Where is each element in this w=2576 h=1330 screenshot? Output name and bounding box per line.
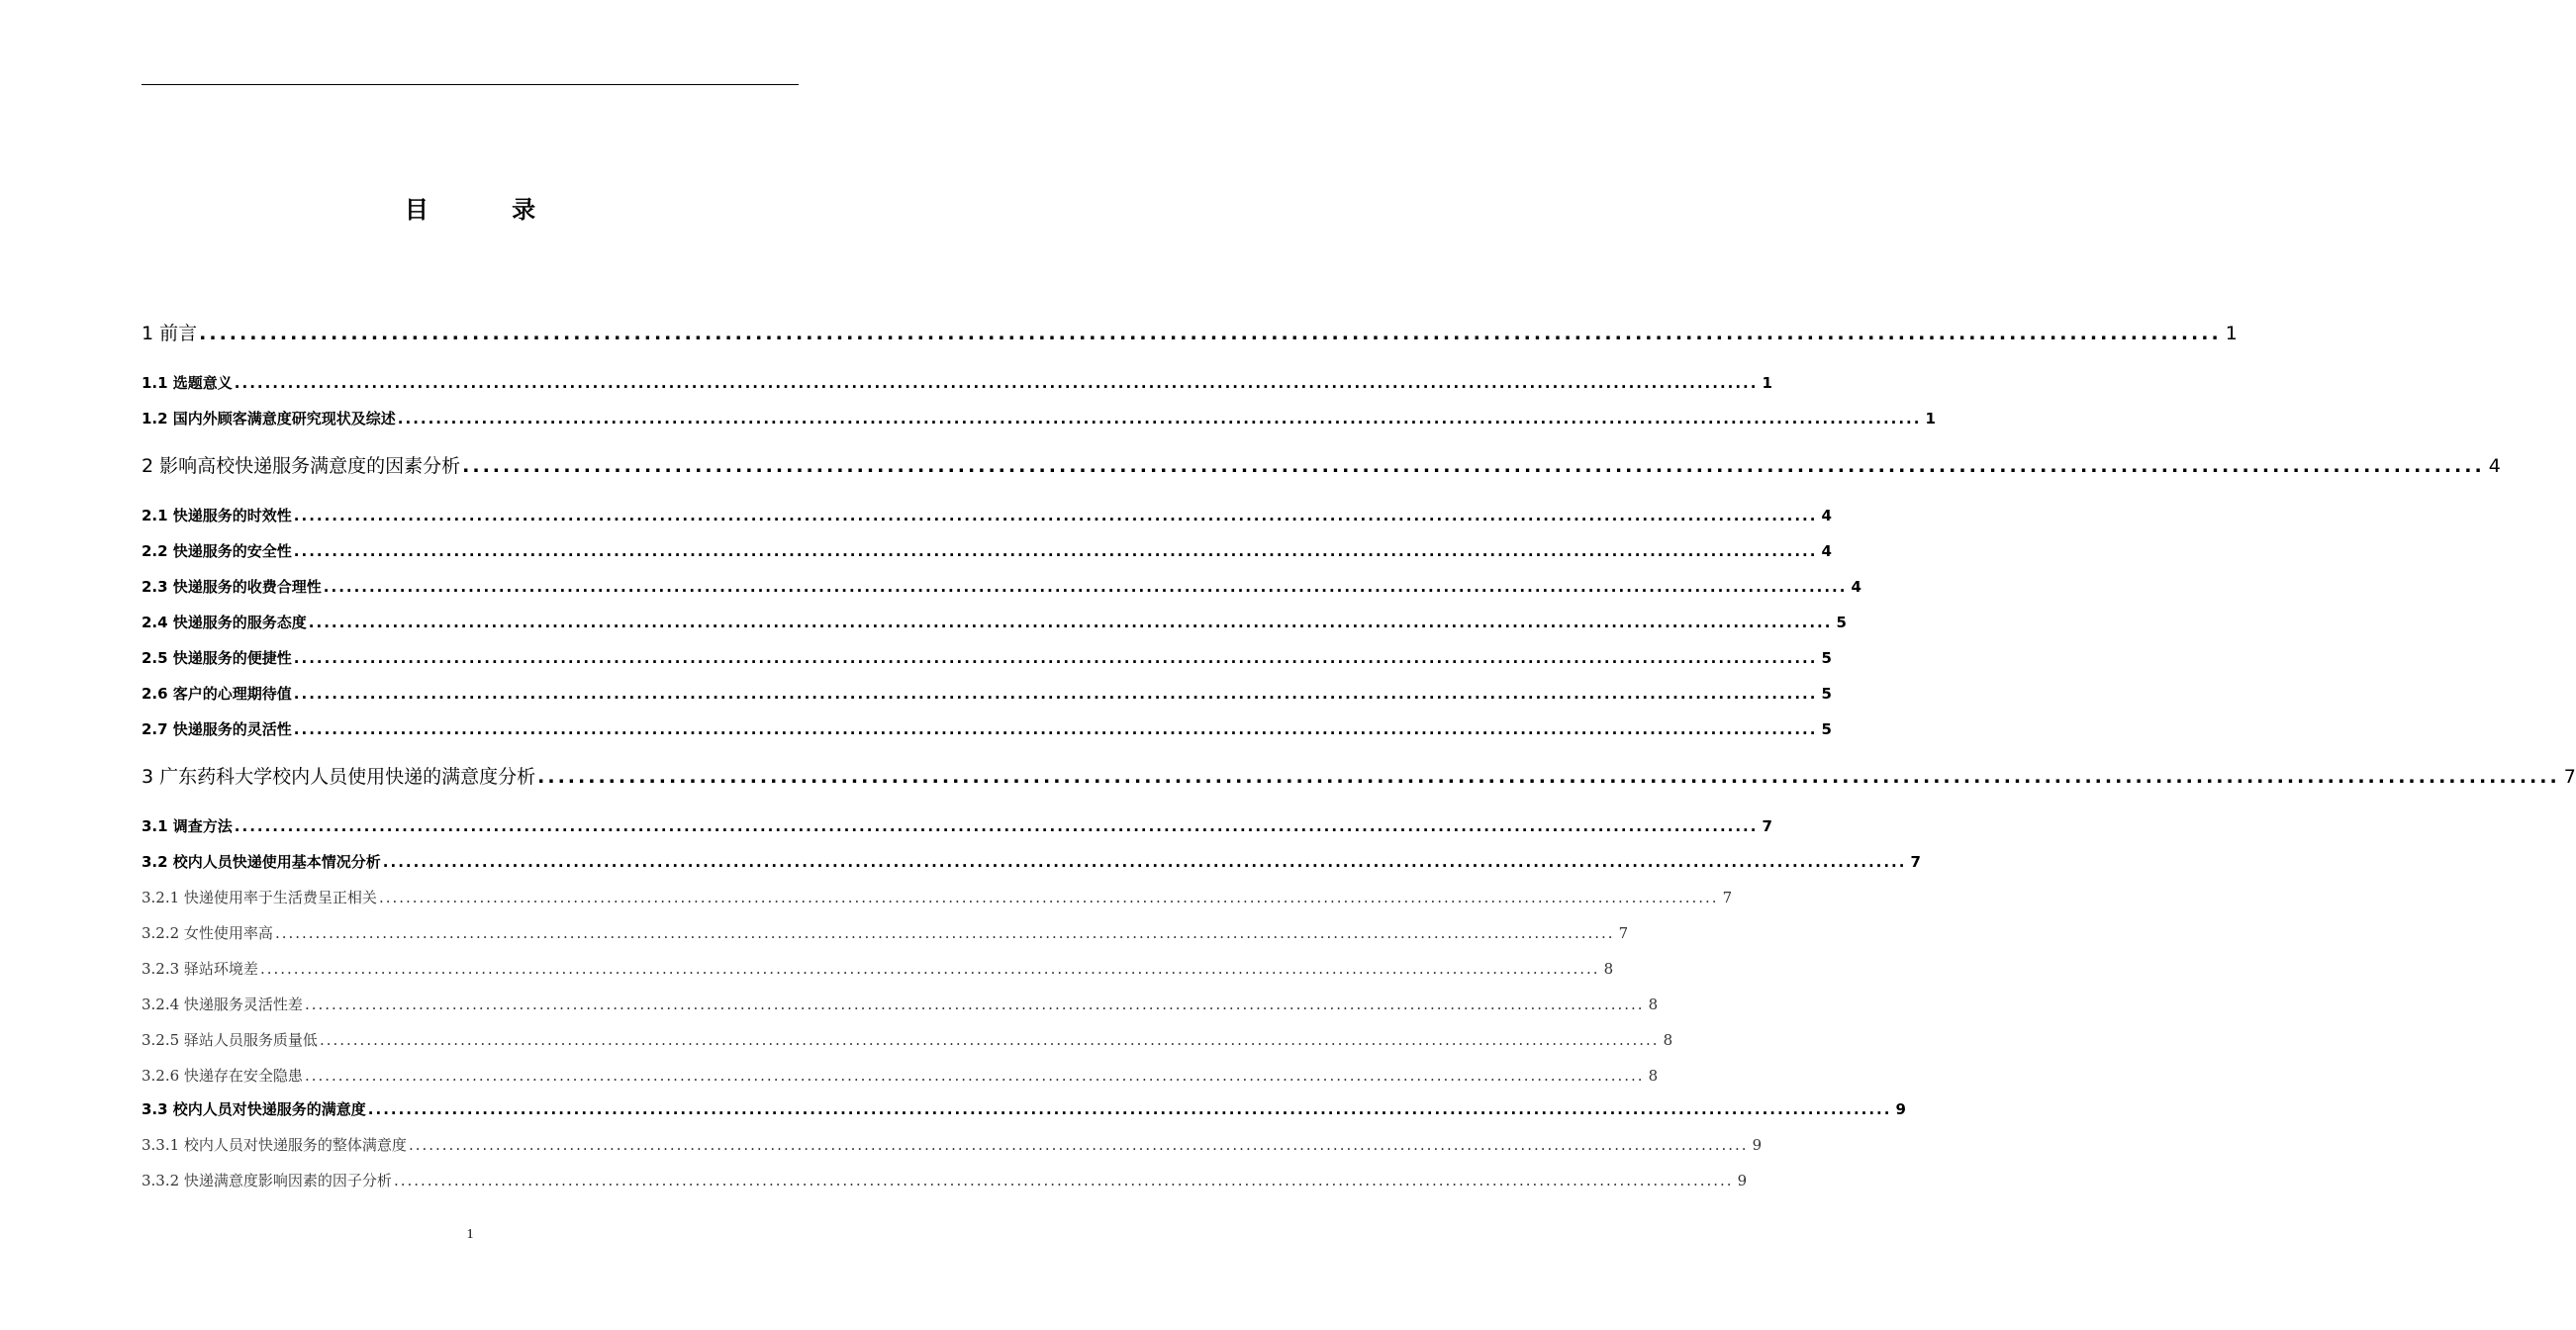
- toc-entry-page: 4: [1821, 542, 1832, 560]
- toc-entry-3-2-4[interactable]: [142, 994, 1659, 1015]
- toc-entry-1-2[interactable]: [142, 408, 1936, 429]
- dot-leader: ........................................................................................................................................................................................................: [293, 685, 1818, 703]
- toc-entry-page: 5: [1821, 720, 1832, 738]
- dot-leader: ........................................................................................................................................................................................................: [319, 1031, 1660, 1049]
- toc-entry-page: 8: [1603, 960, 1614, 978]
- toc-entry-label: 3.2.4 快递服务灵活性差: [142, 996, 303, 1013]
- toc-entry-3[interactable]: [142, 764, 2576, 790]
- toc-entry-page: 5: [1836, 614, 1847, 631]
- toc-entry-2-7[interactable]: [142, 718, 1832, 740]
- toc-entry-page: 8: [1663, 1031, 1673, 1049]
- toc-entry-3-1[interactable]: [142, 815, 1772, 837]
- dot-leader: ........................................................................................................................................................................................................: [234, 374, 1759, 392]
- dot-leader: ........................................................................................................................................................................................................: [397, 410, 1922, 428]
- toc-entry-3-2[interactable]: [142, 851, 1921, 873]
- toc-entry-2-6[interactable]: [142, 683, 1832, 705]
- toc-entry-page: 8: [1648, 996, 1659, 1013]
- toc-entry-label: 3.2.3 驿站环境差: [142, 960, 258, 978]
- toc-entry-1[interactable]: [142, 321, 2238, 346]
- toc-entry-label: 3.2 校内人员快递使用基本情况分析: [142, 853, 381, 871]
- dot-leader: ........................................................................................................................................................................................................: [462, 455, 2485, 477]
- dot-leader: ........................................................................................................................................................................................................: [293, 507, 1818, 524]
- toc-entry-3-3-2[interactable]: [142, 1170, 1748, 1191]
- toc-entry-2-1[interactable]: [142, 505, 1832, 526]
- dot-leader: ........................................................................................................................................................................................................: [408, 1136, 1749, 1154]
- toc-entry-2-4[interactable]: [142, 612, 1847, 633]
- dot-leader: ........................................................................................................................................................................................................: [293, 720, 1818, 738]
- toc-entry-page: 1: [2225, 323, 2238, 344]
- dot-leader: ........................................................................................................................................................................................................: [293, 542, 1818, 560]
- toc-entry-page: 5: [1821, 649, 1832, 667]
- dot-leader: ........................................................................................................................................................................................................: [308, 614, 1833, 631]
- toc-entry-2-2[interactable]: [142, 540, 1832, 562]
- toc-entry-3-2-5[interactable]: [142, 1029, 1673, 1051]
- toc-entry-label: 2.5 快递服务的便捷性: [142, 649, 292, 667]
- toc-entry-label: 3.2.5 驿站人员服务质量低: [142, 1031, 318, 1049]
- toc-entry-page: 7: [1722, 889, 1733, 906]
- toc-entry-page: 4: [2488, 455, 2501, 477]
- toc-entry-3-2-2[interactable]: [142, 922, 1629, 944]
- toc-entry-page: 8: [1648, 1067, 1659, 1085]
- toc-entry-label: 2 影响高校快递服务满意度的因素分析: [142, 455, 461, 477]
- toc-entry-label: 2.7 快递服务的灵活性: [142, 720, 292, 738]
- toc-entry-label: 1.1 选题意义: [142, 374, 233, 392]
- toc-entry-page: 4: [1821, 507, 1832, 524]
- toc-entry-page: 1: [1762, 374, 1772, 392]
- toc-entry-label: 1.2 国内外顾客满意度研究现状及综述: [142, 410, 396, 428]
- toc-entry-page: 7: [2563, 766, 2576, 788]
- toc-entry-page: 7: [1618, 924, 1629, 942]
- page-title: 目 录: [404, 196, 574, 224]
- dot-leader: ........................................................................................................................................................................................................: [274, 924, 1615, 942]
- toc-entry-label: 3.3 校内人员对快递服务的满意度: [142, 1100, 366, 1118]
- toc-entry-page: 9: [1895, 1100, 1906, 1118]
- dot-leader: ........................................................................................................................................................................................................: [199, 323, 2222, 344]
- dot-leader: ........................................................................................................................................................................................................: [323, 578, 1848, 596]
- toc-entry-page: 7: [1762, 817, 1772, 835]
- toc-entry-1-1[interactable]: [142, 372, 1772, 394]
- toc-entry-3-3-1[interactable]: [142, 1134, 1763, 1156]
- toc-entry-page: 1: [1925, 410, 1936, 428]
- toc-entry-page: 9: [1737, 1172, 1748, 1189]
- dot-leader: ........................................................................................................................................................................................................: [537, 766, 2560, 788]
- dot-leader: ........................................................................................................................................................................................................: [304, 1067, 1645, 1085]
- toc-entry-page: 4: [1851, 578, 1861, 596]
- footer-page-number: 1: [466, 1227, 474, 1242]
- toc-entry-page: 7: [1910, 853, 1921, 871]
- toc-entry-3-2-1[interactable]: [142, 887, 1733, 908]
- toc-entry-label: 2.3 快递服务的收费合理性: [142, 578, 322, 596]
- toc-entry-label: 1 前言: [142, 323, 198, 344]
- dot-leader: ........................................................................................................................................................................................................: [367, 1100, 1892, 1118]
- toc-entry-label: 3.3.1 校内人员对快递服务的整体满意度: [142, 1136, 407, 1154]
- header-rule: [142, 84, 799, 85]
- dot-leader: ........................................................................................................................................................................................................: [304, 996, 1645, 1013]
- toc-entry-page: 9: [1752, 1136, 1763, 1154]
- dot-leader: ........................................................................................................................................................................................................: [259, 960, 1600, 978]
- toc-entry-2[interactable]: [142, 453, 2501, 479]
- toc-entry-label: 3.3.2 快递满意度影响因素的因子分析: [142, 1172, 392, 1189]
- toc-entry-3-2-6[interactable]: [142, 1065, 1659, 1087]
- toc-entry-label: 3.2.2 女性使用率高: [142, 924, 273, 942]
- dot-leader: ........................................................................................................................................................................................................: [382, 853, 1907, 871]
- dot-leader: ........................................................................................................................................................................................................: [293, 649, 1818, 667]
- toc-entry-page: 5: [1821, 685, 1832, 703]
- toc-entry-label: 3.1 调查方法: [142, 817, 233, 835]
- toc-entry-label: 2.1 快递服务的时效性: [142, 507, 292, 524]
- dot-leader: ........................................................................................................................................................................................................: [393, 1172, 1734, 1189]
- toc-entry-label: 3.2.1 快递使用率于生活费呈正相关: [142, 889, 377, 906]
- toc-entry-3-3[interactable]: [142, 1098, 1906, 1120]
- dot-leader: ........................................................................................................................................................................................................: [234, 817, 1759, 835]
- toc-entry-2-3[interactable]: [142, 576, 1861, 598]
- dot-leader: ........................................................................................................................................................................................................: [378, 889, 1719, 906]
- toc-entry-label: 3.2.6 快递存在安全隐患: [142, 1067, 303, 1085]
- toc-entry-2-5[interactable]: [142, 647, 1832, 669]
- toc-entry-label: 3 广东药科大学校内人员使用快递的满意度分析: [142, 766, 536, 788]
- toc-entry-3-2-3[interactable]: [142, 958, 1614, 980]
- toc-entry-label: 2.6 客户的心理期待值: [142, 685, 292, 703]
- toc-entry-label: 2.2 快递服务的安全性: [142, 542, 292, 560]
- toc-entry-label: 2.4 快递服务的服务态度: [142, 614, 307, 631]
